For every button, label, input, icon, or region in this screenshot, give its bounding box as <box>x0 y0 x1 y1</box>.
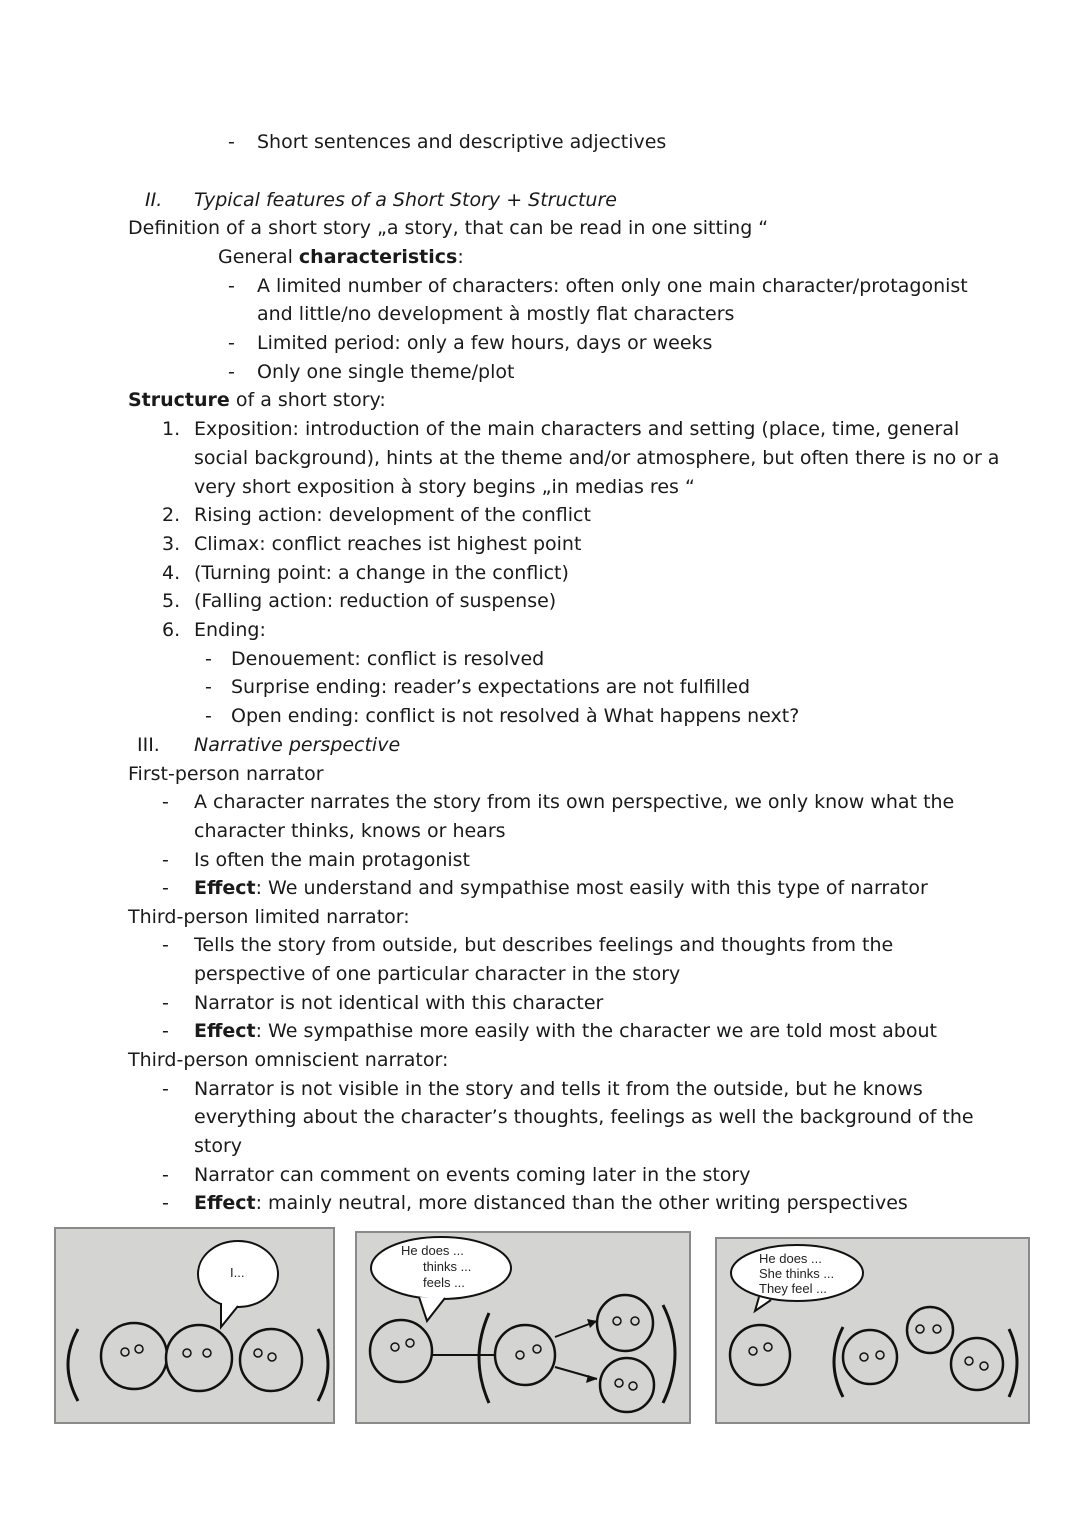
structure-item-cont: very short exposition à story begins „in medias res “ <box>194 476 695 498</box>
first-person-heading: First-person narrator <box>128 763 324 785</box>
left-paren <box>479 1313 489 1403</box>
structure-rest: of a short story: <box>229 389 386 411</box>
omniscient-point-cont: everything about the character’s thoughts, feelings as well the background of the <box>194 1106 974 1128</box>
character-face <box>951 1338 1003 1390</box>
effect-text: : mainly neutral, more distanced than the other writing perspectives <box>255 1192 908 1214</box>
effect-label: Effect <box>194 1192 256 1214</box>
first-person-effect <box>194 875 928 901</box>
bullet-dash: - <box>205 648 212 670</box>
list-number: 5. <box>162 590 181 612</box>
omniscient-point: Narrator can comment on events coming later in the story <box>194 1164 751 1186</box>
section-numeral-3: III. <box>137 734 160 756</box>
effect-label: Effect <box>194 1020 256 1042</box>
bullet-dash: - <box>162 849 169 871</box>
list-number: 2. <box>162 504 181 526</box>
bullet-dash: - <box>162 1192 169 1214</box>
section-numeral-2: II. <box>145 189 163 211</box>
bullet-dash: - <box>228 275 235 297</box>
structure-bold: Structure <box>128 389 230 411</box>
first-person-point: A character narrates the story from its own perspective, we only know what the <box>194 791 955 813</box>
left-paren <box>834 1327 843 1397</box>
character-face <box>166 1325 232 1391</box>
section-title-3: Narrative perspective <box>194 734 401 756</box>
ending-item: Denouement: conflict is resolved <box>231 648 545 670</box>
structure-item: Exposition: introduction of the main characters and setting (place, time, general <box>194 418 960 440</box>
bullet-dash: - <box>228 131 235 153</box>
limited-illustration <box>355 1231 691 1424</box>
arrow-head <box>587 1319 597 1328</box>
bullet-dash: - <box>162 1164 169 1186</box>
omniscient-heading: Third-person omniscient narrator: <box>128 1049 449 1071</box>
left-paren <box>68 1329 78 1401</box>
heading-prefix: General <box>218 246 299 268</box>
first-person-drawing <box>56 1229 337 1426</box>
effect-text: : We understand and sympathise most easily with this type of narrator <box>255 877 928 899</box>
limited-heading: Third-person limited narrator: <box>128 906 410 928</box>
omniscient-point: Narrator is not visible in the story and tells it from the outside, but he knows <box>194 1078 923 1100</box>
character-face <box>907 1307 953 1353</box>
right-paren <box>1009 1329 1017 1397</box>
narrator-face <box>370 1320 432 1382</box>
bullet-dash: - <box>162 791 169 813</box>
structure-item: Rising action: development of the conflict <box>194 504 591 526</box>
speech-bubble-tail <box>419 1297 445 1321</box>
section-title-2: Typical features of a Short Story + Structure <box>194 189 617 211</box>
bubble-text-line: He does ... <box>759 1251 822 1266</box>
ending-item: Surprise ending: reader’s expectations are not fulfilled <box>231 676 751 698</box>
first-person-point: Is often the main protagonist <box>194 849 471 871</box>
bubble-text-line: They feel ... <box>759 1281 827 1296</box>
bubble-text: I... <box>230 1265 245 1280</box>
structure-item: (Turning point: a change in the conflict) <box>194 562 569 584</box>
structure-item: Ending: <box>194 619 266 641</box>
bubble-text-line: He does ... <box>401 1243 464 1258</box>
characteristic-item-cont: and little/no development à mostly flat characters <box>257 303 735 325</box>
omniscient-point-cont: story <box>194 1135 243 1157</box>
limited-point-cont: perspective of one particular character in the story <box>194 963 681 985</box>
narrator-face <box>730 1325 790 1385</box>
limited-drawing <box>357 1233 693 1426</box>
general-characteristics-heading <box>218 244 464 270</box>
right-paren <box>318 1329 328 1401</box>
limited-point: Tells the story from outside, but describes feelings and thoughts from the <box>194 934 894 956</box>
list-number: 1. <box>162 418 181 440</box>
characteristic-item: A limited number of characters: often only one main character/protagonist <box>257 275 968 297</box>
bullet-dash: - <box>162 1020 169 1042</box>
characteristic-item: Only one single theme/plot <box>257 361 515 383</box>
structure-item-cont: social background), hints at the theme and/or atmosphere, but often there is no or a <box>194 447 1000 469</box>
character-face <box>597 1295 653 1351</box>
effect-label: Effect <box>194 877 256 899</box>
character-face <box>600 1358 654 1412</box>
limited-point: Narrator is not identical with this character <box>194 992 604 1014</box>
bullet-dash: - <box>205 676 212 698</box>
structure-heading <box>128 387 386 413</box>
omniscient-effect <box>194 1190 908 1216</box>
first-person-illustration <box>54 1227 335 1424</box>
narrator-face <box>240 1329 302 1391</box>
bullet-dash: - <box>162 1078 169 1100</box>
heading-bold: characteristics <box>298 246 458 268</box>
limited-effect <box>194 1018 937 1044</box>
intro-bullet: Short sentences and descriptive adjectives <box>257 131 667 153</box>
bullet-dash: - <box>228 332 235 354</box>
bubble-text-line: thinks ... <box>423 1259 472 1274</box>
omniscient-drawing <box>717 1239 1032 1426</box>
first-person-point-cont: character thinks, knows or hears <box>194 820 506 842</box>
structure-item: (Falling action: reduction of suspense) <box>194 590 557 612</box>
focal-character-face <box>495 1325 555 1385</box>
bubble-text-line: feels ... <box>423 1275 465 1290</box>
ending-item: Open ending: conflict is not resolved à What happens next? <box>231 705 800 727</box>
heading-suffix: : <box>457 246 464 268</box>
bubble-text-line: She thinks ... <box>759 1266 835 1281</box>
effect-text: : We sympathise more easily with the character we are told most about <box>255 1020 937 1042</box>
character-face <box>843 1330 897 1384</box>
short-story-definition: Definition of a short story „a story, that can be read in one sitting “ <box>128 217 769 239</box>
bullet-dash: - <box>162 992 169 1014</box>
bullet-dash: - <box>228 361 235 383</box>
list-number: 4. <box>162 562 181 584</box>
omniscient-illustration <box>715 1237 1030 1424</box>
right-paren <box>663 1305 675 1403</box>
bullet-dash: - <box>162 877 169 899</box>
list-number: 6. <box>162 619 181 641</box>
character-face <box>101 1323 167 1389</box>
bullet-dash: - <box>205 705 212 727</box>
list-number: 3. <box>162 533 181 555</box>
speech-bubble-tail <box>221 1303 238 1327</box>
bullet-dash: - <box>162 934 169 956</box>
structure-item: Climax: conflict reaches ist highest point <box>194 533 582 555</box>
characteristic-item: Limited period: only a few hours, days or weeks <box>257 332 713 354</box>
